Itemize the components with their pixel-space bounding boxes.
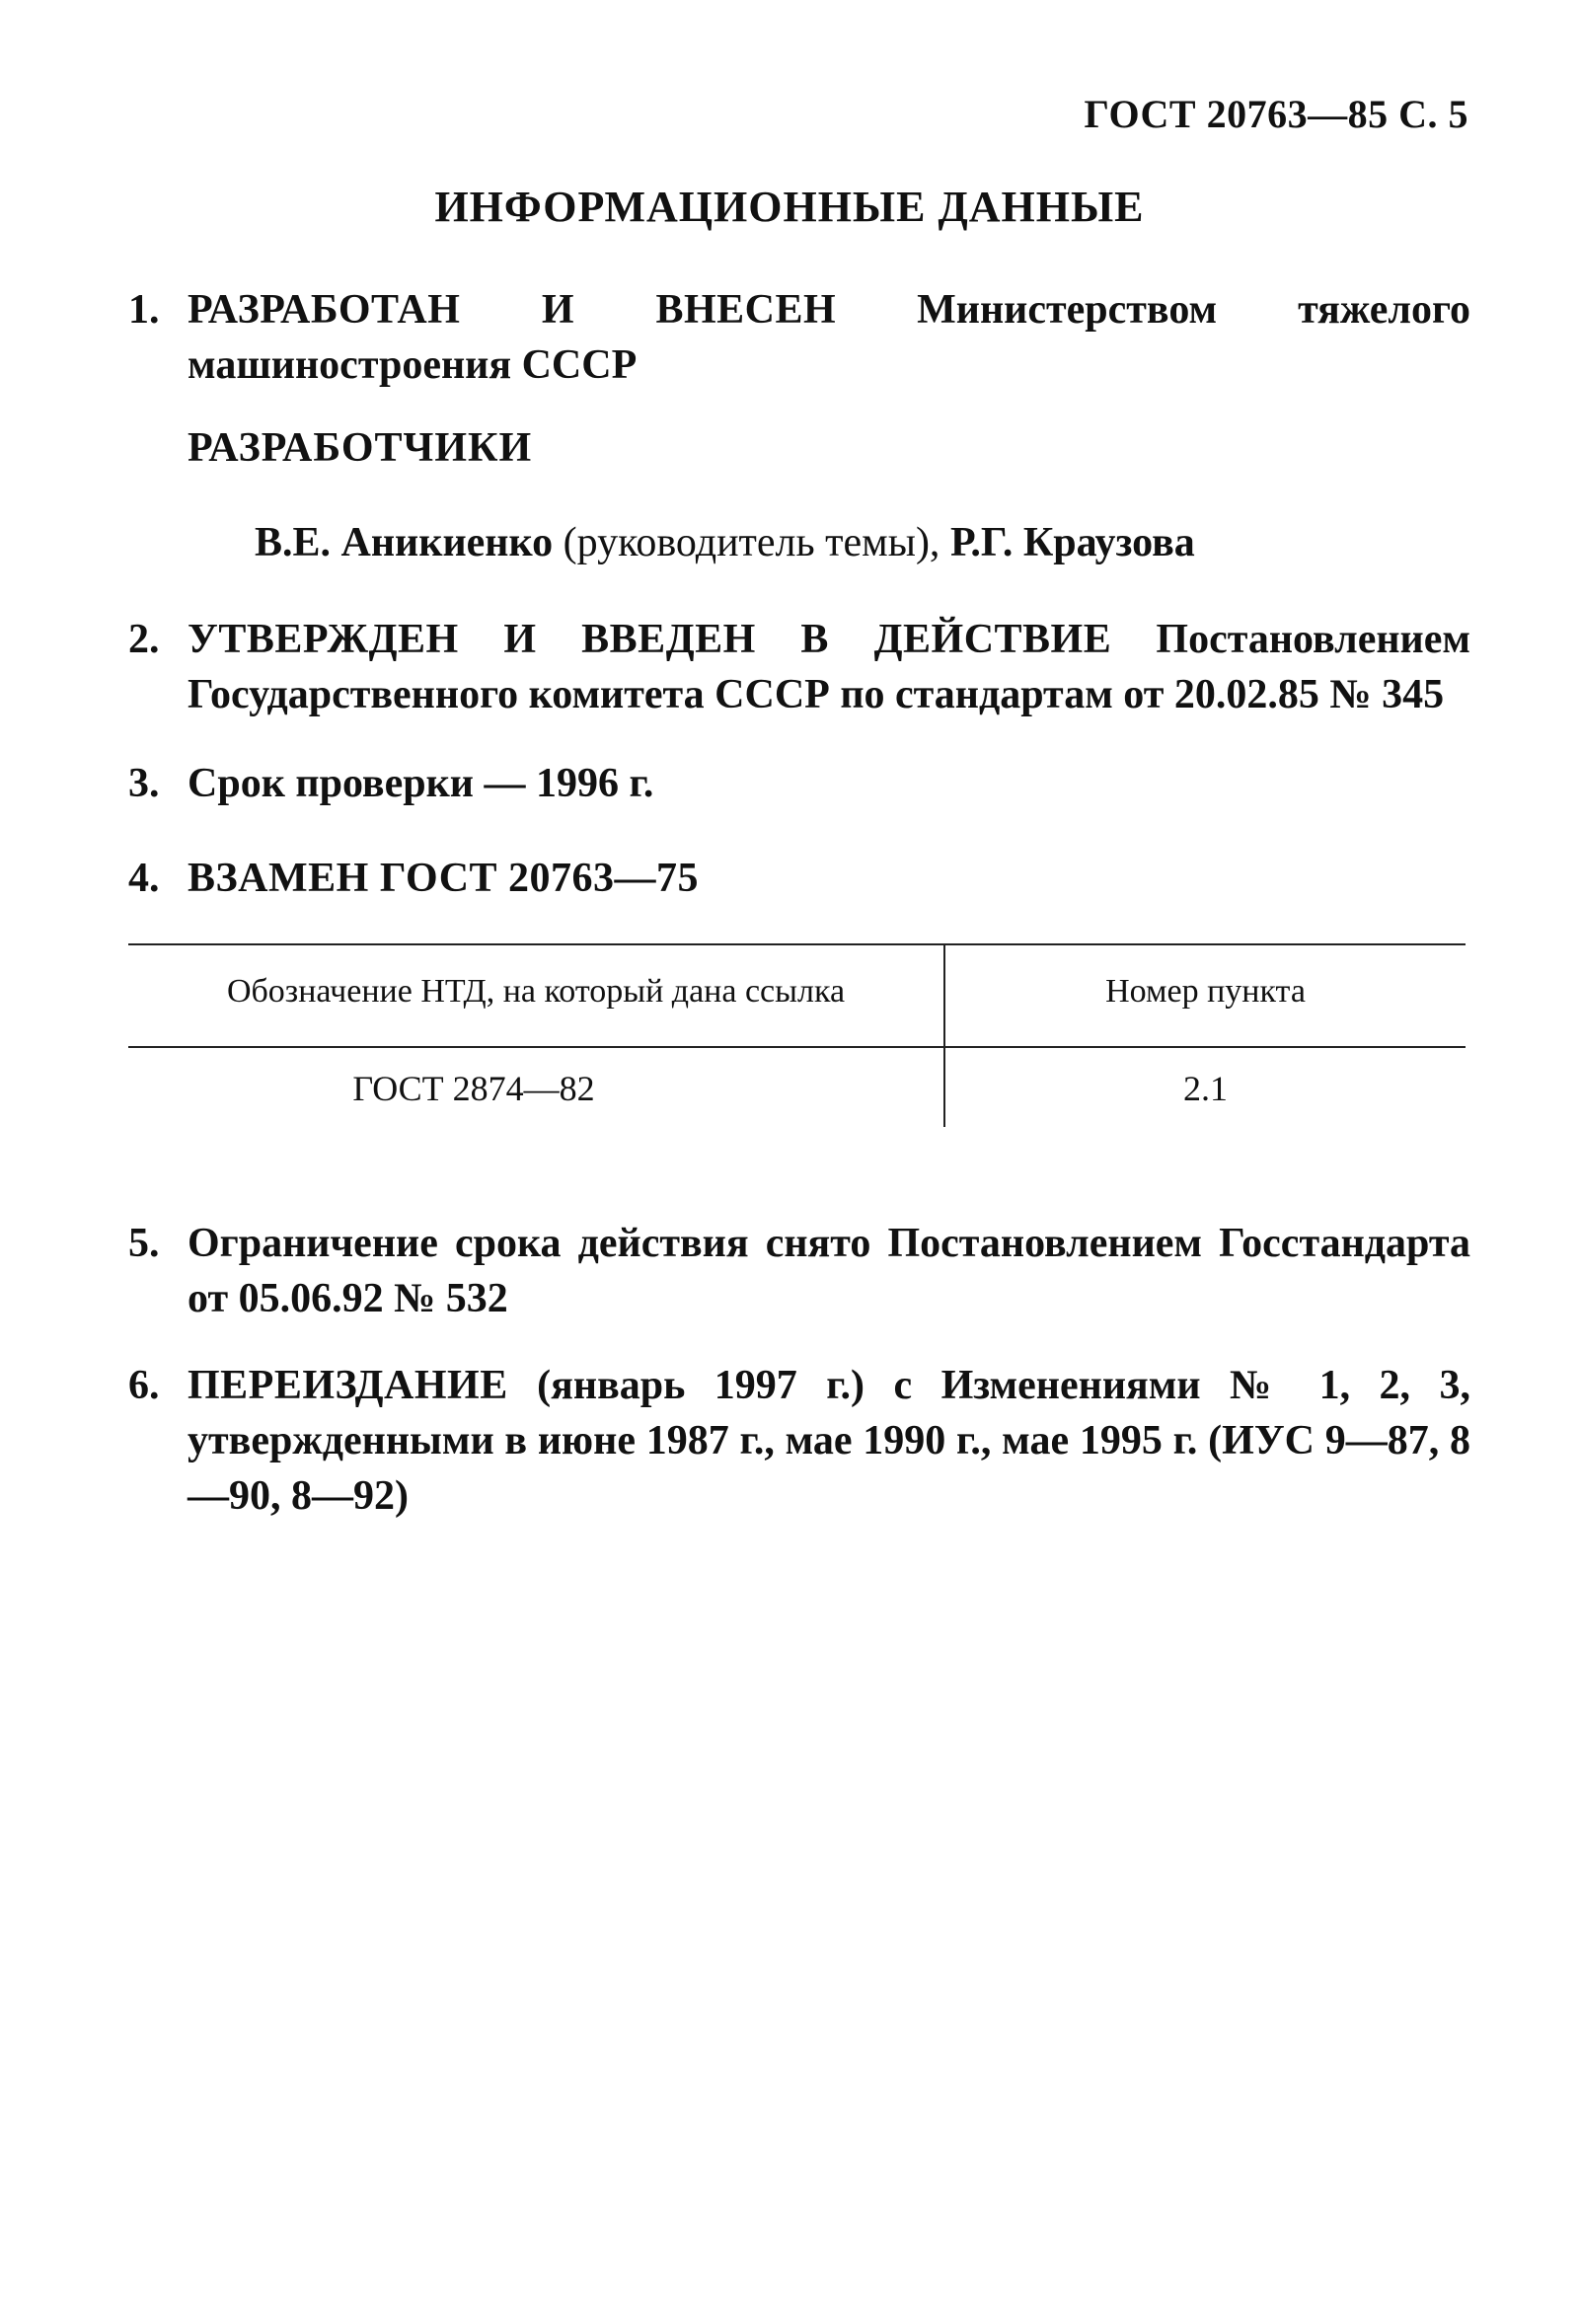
page-title: ИНФОРМАЦИОННЫЕ ДАННЫЕ [434,183,1145,231]
item-lead: ПЕРЕИЗДАНИЕ [188,1363,508,1408]
item-number: 6. [128,1363,160,1408]
item-text: Министерством тяжелого машиностроения СССР [188,287,1471,388]
item-text: Срок проверки — 1996 г. [188,761,654,806]
item-number: 1. [128,287,160,333]
item-number: 4. [128,856,160,901]
developer-name: В.Е. Аникиенко [255,520,554,565]
item-text: Ограничение срока действия снято Постановлением Госстандарта от 05.06.92 № 532 [188,1221,1470,1321]
item-number: 3. [128,761,160,806]
developer-role: (руководитель темы), [563,520,940,565]
developers-list [255,519,1195,566]
item-number: 2. [128,617,160,662]
info-item-6 [128,1358,1470,1524]
item-lead: ВЗАМЕН ГОСТ 20763—75 [188,856,700,901]
table-cell-document: ГОСТ 2874—82 [352,1069,595,1108]
item-number: 5. [128,1221,160,1266]
page-header: ГОСТ 20763—85 С. 5 [1084,92,1468,136]
info-item-2 [128,612,1470,722]
developers-heading: РАЗРАБОТЧИКИ [188,425,533,471]
item-text: (январь 1997 г.) с Изменениями № 1, 2, 3, утвержденными в июне 1987 г., мае 1990 г., мае 1995 г. (ИУС 9—87, 8—90, 8—92) [188,1363,1470,1519]
table-header-rule [128,1046,1466,1048]
item-lead: УТВЕРЖДЕН И ВВЕДЕН В ДЕЙСТВИЕ [188,617,1112,662]
info-item-5 [128,1216,1470,1326]
table-header-document: Обозначение НТД, на который дана ссылка [226,973,846,1010]
table-cell-clause: 2.1 [1183,1069,1228,1108]
table-header-clause: Номер пункта [1105,973,1306,1010]
item-lead: РАЗРАБОТАН И ВНЕСЕН [188,287,837,333]
info-item-4 [128,851,1470,906]
reference-table [128,943,1466,1127]
info-item-1 [128,282,1470,393]
table-top-rule [128,943,1466,945]
developer-name: Р.Г. Краузова [949,520,1195,565]
info-item-3 [128,756,1470,811]
item-text: Постановлением Государственного комитета СССР по стандартам от 20.02.85 № 345 [188,617,1470,717]
